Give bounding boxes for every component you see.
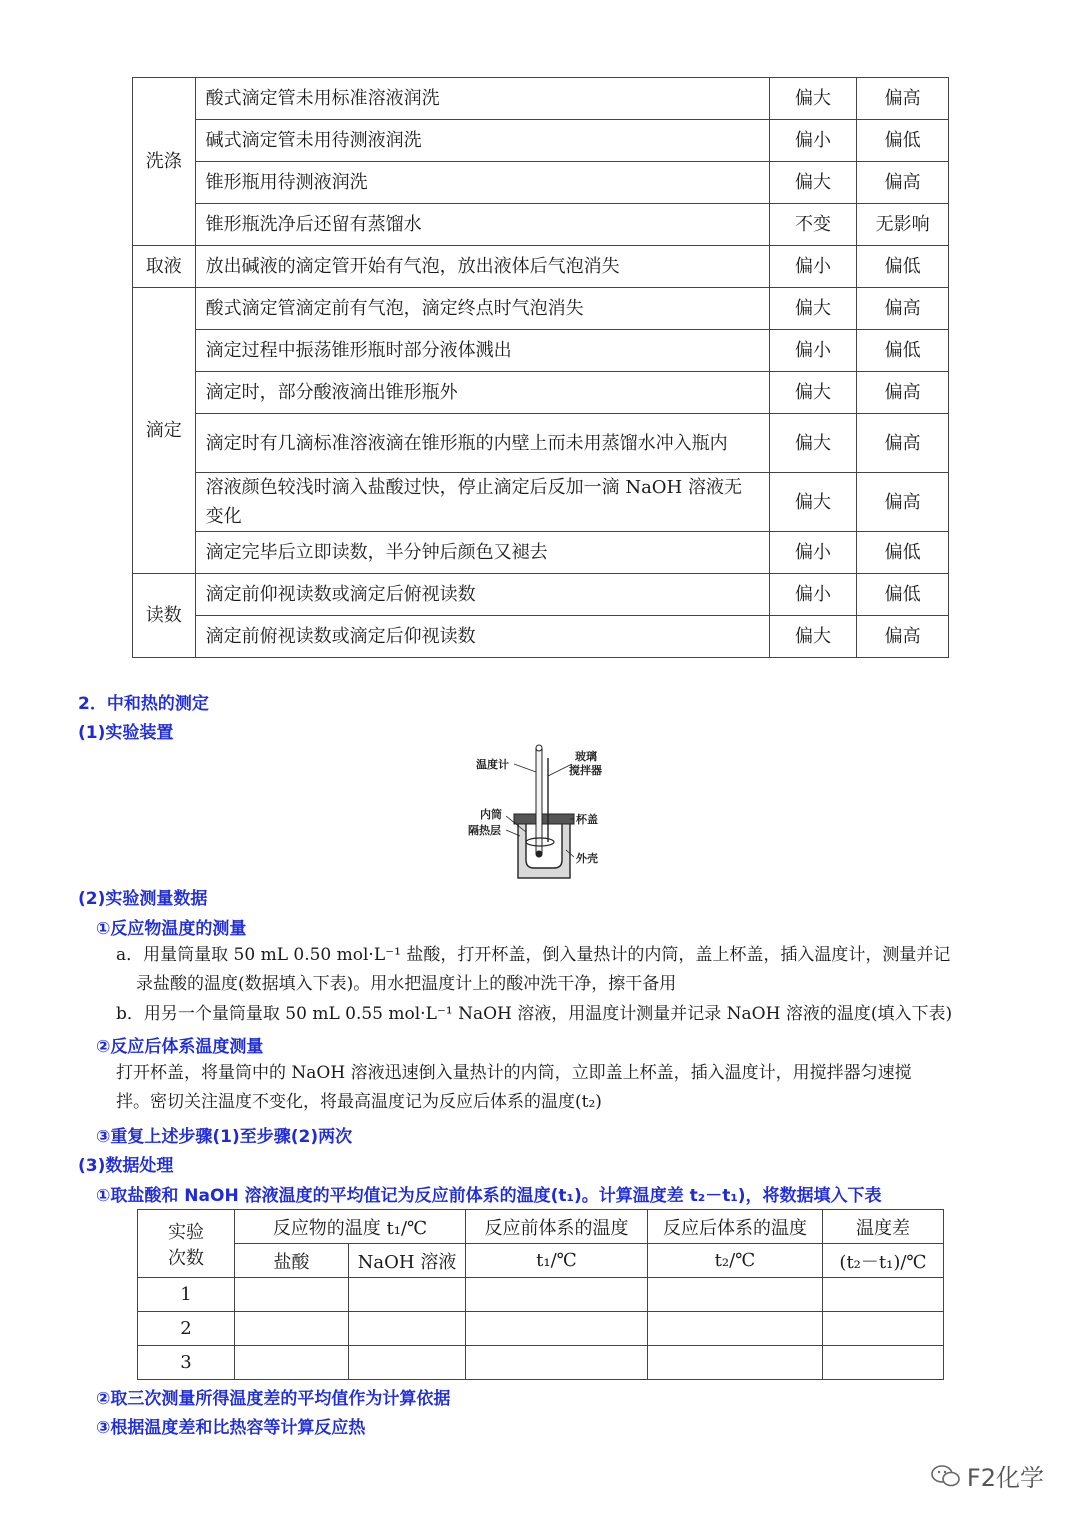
thermometer-bulb <box>536 851 543 858</box>
table-row <box>133 616 949 658</box>
blank-cell[interactable] <box>235 1312 349 1346</box>
operation-cell: 放出碱液的滴定管开始有气泡，放出液体后气泡消失 <box>195 246 769 288</box>
blank-cell[interactable] <box>349 1278 466 1312</box>
operation-cell: 滴定前俯视读数或滴定后仰视读数 <box>195 616 769 658</box>
header-trial: 实验 次数 <box>138 1210 235 1278</box>
section-title: 2．中和热的测定 <box>78 694 209 714</box>
table-row <box>133 246 949 288</box>
step-a-line-2: 录盐酸的温度(数据填入下表)。用水把温度计上的酸冲洗干净，擦干备用 <box>136 974 677 994</box>
trial-number: 2 <box>138 1312 235 1346</box>
category-cell: 取液 <box>133 246 196 288</box>
temperature-data-table <box>137 1209 944 1380</box>
category-cell: 滴定 <box>133 288 196 574</box>
blank-cell[interactable] <box>235 1346 349 1380</box>
calorimeter-diagram <box>468 742 618 882</box>
volume-effect-cell: 偏小 <box>769 532 856 574</box>
table-row <box>138 1346 944 1380</box>
blank-cell[interactable] <box>466 1312 648 1346</box>
subsection-measurement: (2)实验测量数据 <box>78 889 208 909</box>
category-cell: 洗涤 <box>133 78 196 246</box>
label-stirrer-1: 玻璃 <box>575 750 597 763</box>
volume-effect-cell: 偏大 <box>769 288 856 330</box>
blank-cell[interactable] <box>823 1278 944 1312</box>
subheader-naoh: NaOH 溶液 <box>349 1244 466 1278</box>
blank-cell[interactable] <box>648 1346 823 1380</box>
table-row <box>133 473 949 532</box>
watermark-text: F2化学 <box>966 1464 1044 1492</box>
result-effect-cell: 无影响 <box>857 204 949 246</box>
volume-effect-cell: 不变 <box>769 204 856 246</box>
header-temp-diff: 温度差 <box>823 1210 944 1244</box>
volume-effect-cell: 偏小 <box>769 574 856 616</box>
table-row <box>133 78 949 120</box>
processing-step-2: ②取三次测量所得温度差的平均值作为计算依据 <box>96 1389 451 1409</box>
header-after-temp: 反应后体系的温度 <box>648 1210 823 1244</box>
operation-cell: 滴定完毕后立即读数，半分钟后颜色又褪去 <box>195 532 769 574</box>
subsection-apparatus: (1)实验装置 <box>78 723 174 743</box>
label-shell: 外壳 <box>576 852 598 865</box>
volume-effect-cell: 偏大 <box>769 372 856 414</box>
result-effect-cell: 偏高 <box>857 162 949 204</box>
blank-cell[interactable] <box>823 1312 944 1346</box>
volume-effect-cell: 偏大 <box>769 78 856 120</box>
trial-number: 3 <box>138 1346 235 1380</box>
step-repeat-title: ③重复上述步骤(1)至步骤(2)两次 <box>96 1127 353 1147</box>
subheader-t2: t₂/℃ <box>648 1244 823 1278</box>
result-effect-cell: 偏高 <box>857 414 949 473</box>
step-reactant-temp-title: ①反应物温度的测量 <box>96 919 247 939</box>
volume-effect-cell: 偏小 <box>769 246 856 288</box>
table-row <box>138 1278 944 1312</box>
step2-line-1: 打开杯盖，将量筒中的 NaOH 溶液迅速倒入量热计的内筒，立即盖上杯盖，插入温度计，用搅拌器匀速搅 <box>116 1063 912 1083</box>
result-effect-cell: 偏低 <box>857 330 949 372</box>
result-effect-cell: 偏低 <box>857 532 949 574</box>
blank-cell[interactable] <box>466 1346 648 1380</box>
blank-cell[interactable] <box>648 1312 823 1346</box>
blank-cell[interactable] <box>466 1278 648 1312</box>
result-effect-cell: 偏高 <box>857 473 949 532</box>
blank-cell[interactable] <box>648 1278 823 1312</box>
operation-cell: 滴定时有几滴标准溶液滴在锥形瓶的内壁上而未用蒸馏水冲入瓶内 <box>195 414 769 473</box>
volume-effect-cell: 偏大 <box>769 414 856 473</box>
result-effect-cell: 偏高 <box>857 288 949 330</box>
operation-cell: 锥形瓶用待测液润洗 <box>195 162 769 204</box>
step-b: b．用另一个量筒量取 50 mL 0.55 mol·L⁻¹ NaOH 溶液，用温度计测量并记录 NaOH 溶液的温度(填入下表) <box>116 1004 953 1024</box>
processing-step-1: ①取盐酸和 NaOH 溶液温度的平均值记为反应前体系的温度(t₁)。计算温度差 t₂－t₁)，将数据填入下表 <box>96 1186 882 1206</box>
result-effect-cell: 偏高 <box>857 616 949 658</box>
wechat-logo-icon <box>931 1464 961 1488</box>
volume-effect-cell: 偏小 <box>769 120 856 162</box>
table-row <box>133 574 949 616</box>
label-thermometer: 温度计 <box>476 758 509 771</box>
table-row <box>133 330 949 372</box>
table-row <box>133 162 949 204</box>
label-stirrer-2: 搅拌器 <box>569 764 602 777</box>
table-row <box>133 288 949 330</box>
volume-effect-cell: 偏大 <box>769 473 856 532</box>
volume-effect-cell: 偏大 <box>769 162 856 204</box>
operation-cell: 溶液颜色较浅时滴入盐酸过快，停止滴定后反加一滴 NaOH 溶液无变化 <box>195 473 769 532</box>
result-effect-cell: 偏高 <box>857 372 949 414</box>
subheader-t1: t₁/℃ <box>466 1244 648 1278</box>
table-row <box>133 532 949 574</box>
operation-cell: 滴定时，部分酸液滴出锥形瓶外 <box>195 372 769 414</box>
label-lid: 杯盖 <box>576 813 598 826</box>
header-before-temp: 反应前体系的温度 <box>466 1210 648 1244</box>
table-row <box>133 120 949 162</box>
step-a-line-1: a．用量筒量取 50 mL 0.50 mol·L⁻¹ 盐酸，打开杯盖，倒入量热计的内筒，盖上杯盖，插入温度计，测量并记 <box>116 945 951 965</box>
cup-lid <box>514 814 574 824</box>
result-effect-cell: 偏高 <box>857 78 949 120</box>
operation-cell: 锥形瓶洗净后还留有蒸馏水 <box>195 204 769 246</box>
blank-cell[interactable] <box>349 1312 466 1346</box>
table-row <box>133 414 949 473</box>
operation-cell: 酸式滴定管未用标准溶液润洗 <box>195 78 769 120</box>
result-effect-cell: 偏低 <box>857 246 949 288</box>
titration-error-table <box>132 77 949 658</box>
subheader-hcl: 盐酸 <box>235 1244 349 1278</box>
subheader-diff: (t₂－t₁)/℃ <box>823 1244 944 1278</box>
subsection-processing: (3)数据处理 <box>78 1156 174 1176</box>
blank-cell[interactable] <box>235 1278 349 1312</box>
step2-line-2: 拌。密切关注温度不变化，将最高温度记为反应后体系的温度(t₂) <box>116 1092 602 1112</box>
operation-cell: 酸式滴定管滴定前有气泡，滴定终点时气泡消失 <box>195 288 769 330</box>
result-effect-cell: 偏低 <box>857 574 949 616</box>
volume-effect-cell: 偏大 <box>769 616 856 658</box>
table-row <box>133 204 949 246</box>
result-effect-cell: 偏低 <box>857 120 949 162</box>
processing-step-3: ③根据温度差和比热容等计算反应热 <box>96 1418 366 1438</box>
trial-number: 1 <box>138 1278 235 1312</box>
header-reactant-temp: 反应物的温度 t₁/℃ <box>235 1210 466 1244</box>
watermark <box>931 1458 1044 1493</box>
step-after-temp-title: ②反应后体系温度测量 <box>96 1037 264 1057</box>
label-insulation: 隔热层 <box>468 824 501 837</box>
category-cell: 读数 <box>133 574 196 658</box>
operation-cell: 滴定前仰视读数或滴定后俯视读数 <box>195 574 769 616</box>
label-inner-cup: 内筒 <box>480 808 502 821</box>
table-row <box>133 372 949 414</box>
blank-cell[interactable] <box>349 1346 466 1380</box>
volume-effect-cell: 偏小 <box>769 330 856 372</box>
blank-cell[interactable] <box>823 1346 944 1380</box>
operation-cell: 碱式滴定管未用待测液润洗 <box>195 120 769 162</box>
operation-cell: 滴定过程中振荡锥形瓶时部分液体溅出 <box>195 330 769 372</box>
table-row <box>138 1312 944 1346</box>
